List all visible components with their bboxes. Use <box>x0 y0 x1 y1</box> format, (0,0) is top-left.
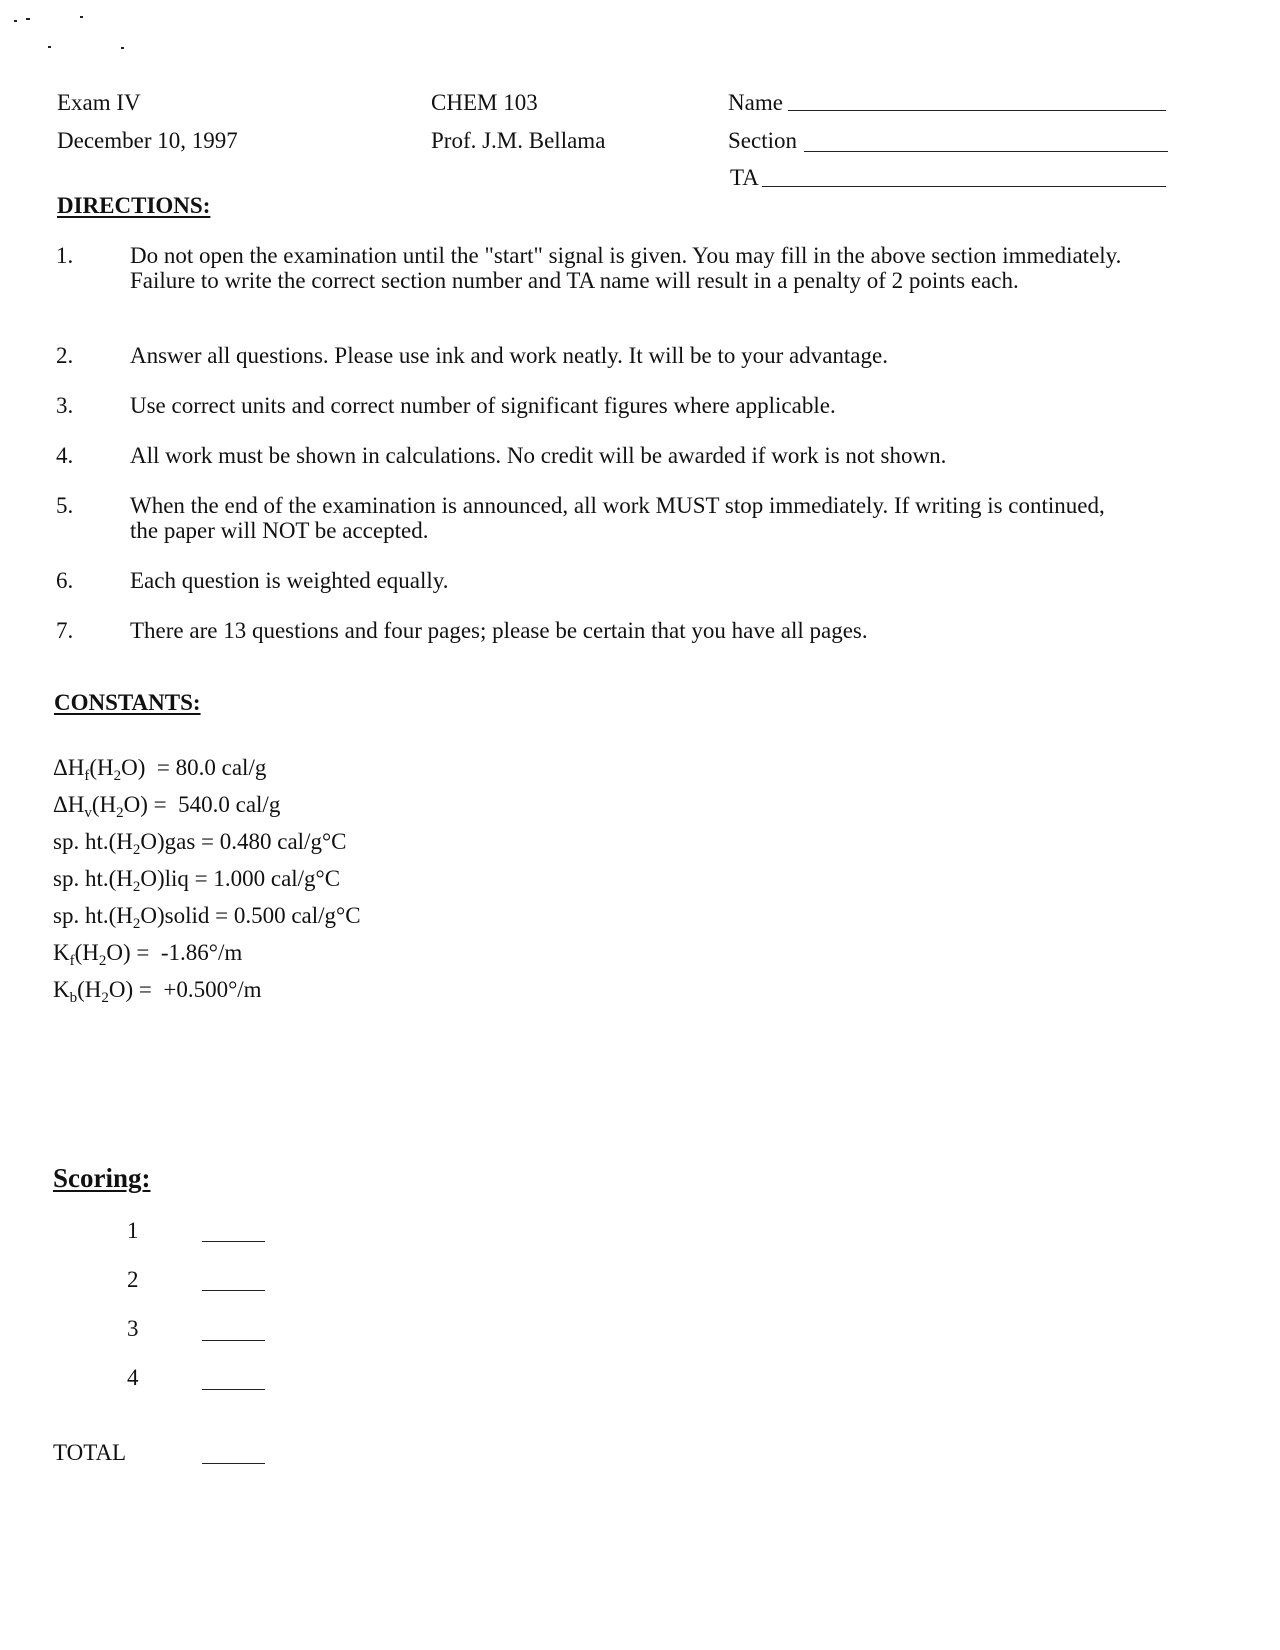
subscript: 2 <box>132 842 141 859</box>
constants-heading: CONSTANTS: <box>54 690 201 715</box>
subscript: 2 <box>116 805 124 822</box>
molecule: O) <box>108 977 134 1002</box>
direction-number: 5. <box>56 493 74 518</box>
direction-number: 6. <box>56 568 74 593</box>
direction-text: Use correct units and correct number of significant figures where applicable. <box>130 393 836 418</box>
ta-field[interactable] <box>762 186 1166 187</box>
direction-number: 7. <box>56 618 74 643</box>
score-blank-3[interactable] <box>202 1340 265 1341</box>
constant-heat-fusion <box>53 755 267 785</box>
directions-heading: DIRECTIONS: <box>57 193 211 218</box>
molecule: O) <box>121 755 146 780</box>
scan-speck <box>48 46 51 48</box>
professor-name: Prof. J.M. Bellama <box>431 128 606 153</box>
direction-number: 4. <box>56 443 74 468</box>
course-code: CHEM 103 <box>431 90 538 115</box>
score-row-number: 1 <box>127 1218 139 1243</box>
constant-text: O)solid = 0.500 cal/g°C <box>140 903 361 928</box>
scan-speck <box>14 20 17 22</box>
constant-boiling-point <box>53 977 262 1007</box>
constant-freezing-point <box>53 940 243 970</box>
name-label: Name <box>728 90 783 115</box>
constant-value: = 80.0 cal/g <box>145 755 267 780</box>
subscript: 2 <box>113 768 122 785</box>
constant-text: O)liq = 1.000 cal/g°C <box>140 866 341 891</box>
constant-value: = +0.500°/m <box>133 977 262 1002</box>
molecule: (H <box>89 755 114 780</box>
score-blank-4[interactable] <box>202 1389 265 1390</box>
direction-number: 3. <box>56 393 74 418</box>
symbol: K <box>53 940 70 965</box>
symbol: ΔH <box>53 792 85 817</box>
score-blank-total[interactable] <box>202 1463 265 1464</box>
subscript: v <box>84 805 92 822</box>
direction-number: 2. <box>56 343 74 368</box>
molecule: O) <box>123 792 148 817</box>
exam-title: Exam IV <box>57 90 141 115</box>
section-field[interactable] <box>804 151 1168 152</box>
symbol: K <box>53 977 70 1002</box>
scan-speck <box>121 47 124 49</box>
constant-value: = -1.86°/m <box>130 940 243 965</box>
constant-heat-vaporization <box>53 792 281 822</box>
direction-text: When the end of the examination is announced, all work MUST stop immediately. If writing is continued, the paper will NOT be accepted. <box>130 493 1105 543</box>
molecule: (H <box>91 792 117 817</box>
subscript: f <box>84 768 90 785</box>
name-field[interactable] <box>788 110 1166 111</box>
score-blank-2[interactable] <box>202 1290 265 1291</box>
constant-text: sp. ht.(H <box>53 829 133 854</box>
molecule: (H <box>77 977 102 1002</box>
molecule: O) <box>106 940 131 965</box>
subscript: 2 <box>98 953 107 970</box>
constant-specific-heat-solid <box>53 903 361 933</box>
symbol: ΔH <box>53 755 85 780</box>
direction-text: Answer all questions. Please use ink and work neatly. It will be to your advantage. <box>130 343 888 368</box>
direction-number: 1. <box>56 243 74 268</box>
section-label: Section <box>728 128 797 153</box>
score-row-number: 3 <box>127 1316 139 1341</box>
subscript: 2 <box>101 990 109 1007</box>
scan-speck <box>26 18 30 20</box>
constant-text: sp. ht.(H <box>53 903 133 928</box>
constant-value: = 540.0 cal/g <box>147 792 281 817</box>
direction-text: Each question is weighted equally. <box>130 568 449 593</box>
scan-speck <box>80 16 83 18</box>
subscript: 2 <box>132 879 141 896</box>
subscript: 2 <box>132 916 141 933</box>
subscript: f <box>69 953 75 970</box>
direction-text: All work must be shown in calculations. No credit will be awarded if work is not shown. <box>130 443 947 468</box>
direction-text: There are 13 questions and four pages; please be certain that you have all pages. <box>130 618 868 643</box>
molecule: (H <box>74 940 99 965</box>
constant-specific-heat-liquid <box>53 866 341 896</box>
subscript: b <box>69 990 78 1007</box>
constant-text: sp. ht.(H <box>53 866 133 891</box>
exam-date: December 10, 1997 <box>57 128 238 153</box>
score-blank-1[interactable] <box>202 1241 265 1242</box>
direction-text: Do not open the examination until the "start" signal is given. You may fill in the above section immediately. Failure to write the correct section number and TA name will result in a penalty of 2 points each. <box>130 243 1122 293</box>
score-row-number: 4 <box>127 1365 139 1390</box>
total-label: TOTAL <box>53 1440 127 1465</box>
constant-text: O)gas = 0.480 cal/g°C <box>140 829 347 854</box>
ta-label: TA <box>730 165 759 190</box>
constant-specific-heat-gas <box>53 829 347 859</box>
score-row-number: 2 <box>127 1267 139 1292</box>
scoring-heading: Scoring: <box>53 1163 151 1193</box>
